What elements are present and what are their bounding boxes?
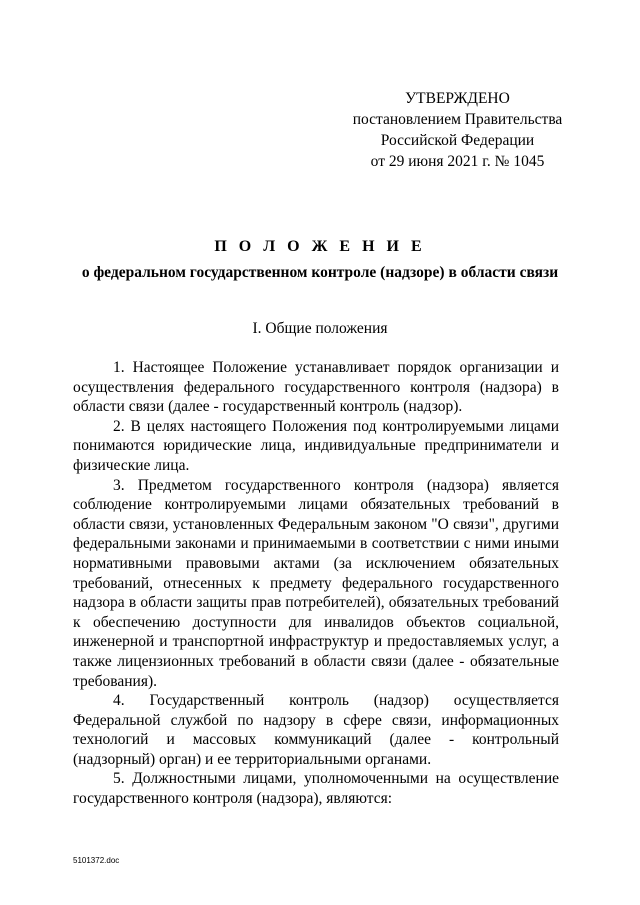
approval-stamp <box>300 88 615 172</box>
document-subtitle: о федеральном государственном контроле (надзоре) в области связи <box>81 264 559 281</box>
approval-authority: Российской Федерации <box>380 132 535 149</box>
paragraph-3: 3. Предметом государственного контроля (надзора) является соблюдение контролируемыми лицами обязательных требований в области связи, установленных Федеральным законом "О связи", другими федеральными законами и принимаемыми в соответствии с ними иными нормативными правовыми актами (за исключением обязательных требований, отнесенных к предмету федерального государственного надзора в области защиты прав потребителей), обязательных требований к обеспечению доступности для инвалидов объектов социальной, инженерной и транспортной инфраструктур и предоставляемых услуг, а также лицензионных требований в области связи (далее - обязательные требования). <box>73 476 559 690</box>
approval-heading: УТВЕРЖДЕНО <box>405 90 510 107</box>
approval-by-resolution: постановлением Правительства <box>352 111 563 128</box>
paragraph-2: 2. В целях настоящего Положения под контролируемыми лицами понимаются юридические лица, индивидуальные предприниматели и физические лица. <box>73 417 559 474</box>
paragraph-1: 1. Настоящее Положение устанавливает порядок организации и осуществления федерального государственного контроля (надзора) в области связи (далее - государственный контроль (надзор). <box>73 359 559 416</box>
paragraph-4: 4. Государственный контроль (надзор) осуществляется Федеральной службой по надзору в сфере связи, информационных технологий и массовых коммуникаций (далее - контрольный (надзорный) орган) и ее территориальными органами. <box>73 692 559 768</box>
section-title: I. Общие положения <box>252 320 388 337</box>
approval-date-number: от 29 июня 2021 г. № 1045 <box>370 153 545 170</box>
paragraph-5: 5. Должностными лицами, уполномоченными на осуществление государственного контроля (надзора), являются: <box>73 770 559 808</box>
file-code: 5101372.doc <box>73 856 120 865</box>
document-body <box>73 358 559 809</box>
document-title: П О Л О Ж Е Н И Е <box>214 238 426 255</box>
